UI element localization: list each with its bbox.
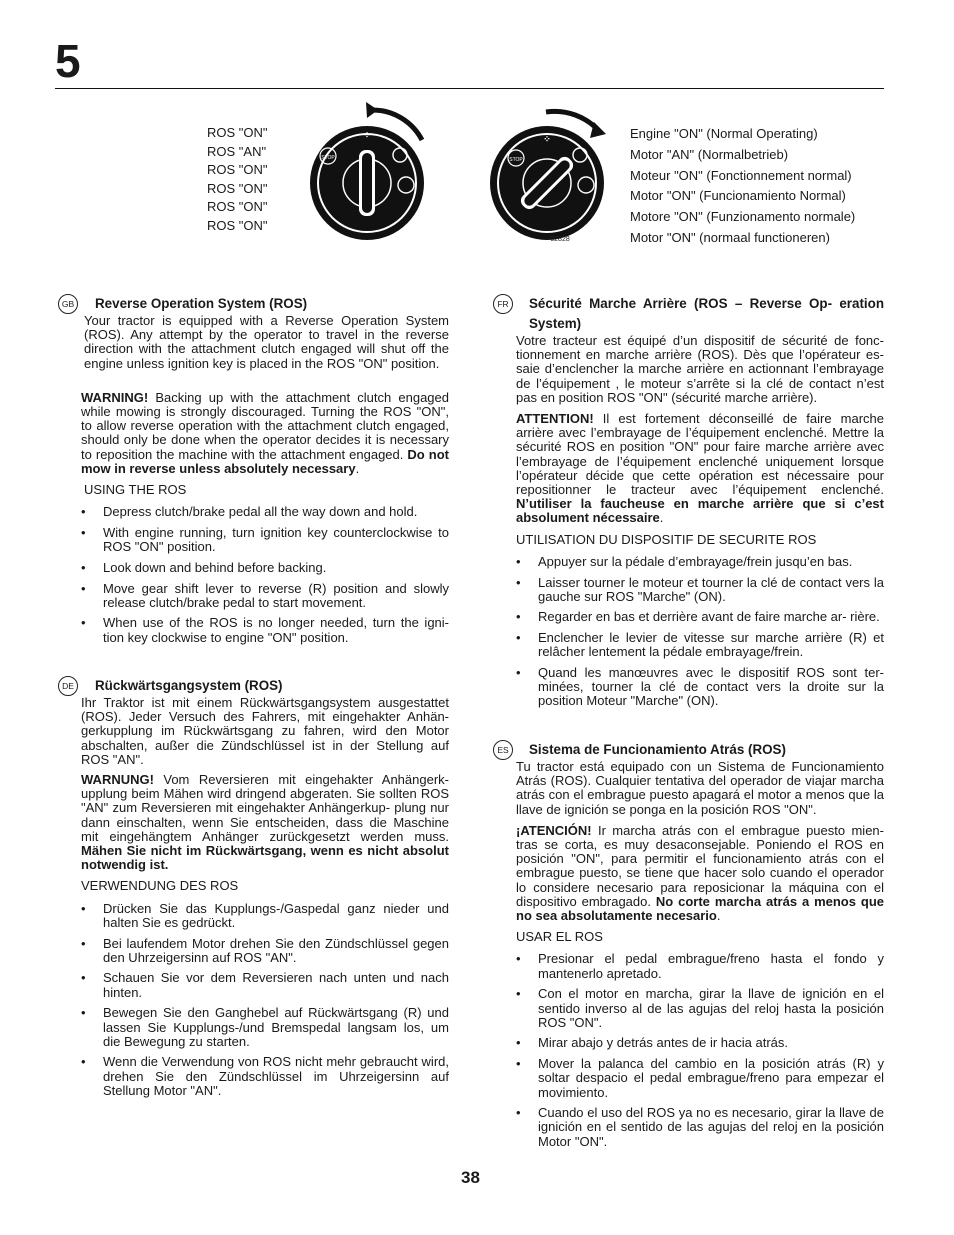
heading-text: Sistema de Funcionamiento Atrás (ROS) — [529, 742, 786, 757]
list-item: • Depress clutch/brake pedal all the way down and hold. — [81, 505, 449, 519]
list-item: • Bewegen Sie den Ganghebel auf Rückwärtsgang (R) und lassen Sie Kupplungs-/und Bremspedal langsam los, um die Bewegung zu starten. — [81, 1006, 449, 1049]
list-item: • Cuando el uso del ROS ya no es necesario, girar la llave de ignición en el sentido de las agujas del reloj en la posición Motor "ON". — [516, 1106, 884, 1149]
list-item: • Drücken Sie das Kupplungs-/Gaspedal ganz nieder und halten Sie es gedrückt. — [81, 902, 449, 930]
ros-label: ROS "ON" — [207, 180, 268, 196]
section-heading — [493, 294, 884, 334]
warning-paragraph: ATTENTION! Il est fortement déconseillé de faire marche arrière avec l’embrayage de l’équipement enclenché. Mettre la sécurité ROS en position "ON" pour faire marche arrière avec l’embrayage de l’équipement enclenché uniquement lorsque l’opérateur décide que cette opération est nécessaire pour repositionner le tracteur avec l’équipement enclenché. N’utiliser la faucheuse en marche arrière que si c’est absolument nécessaire. — [516, 411, 884, 526]
list-item: • Look down and behind before backing. — [81, 561, 449, 575]
warning-paragraph: WARNING! Backing up with the attachment clutch engaged while mowing is strongly discouraged. Turning the ROS "ON", to allow reverse operation with the attachment clutch engaged, should only be done when the operator decides it is necessary to reposition the machine with the attachment engaged. Do not mow in reverse unless absolutely necessary. — [81, 389, 449, 476]
list-item: • Presionar el pedal embrague/freno hasta el fondo y mantenerlo apretado. — [516, 952, 884, 980]
list-item: • Mirar abajo y detrás antes de ir hacia atrás. — [516, 1036, 884, 1050]
engine-label: Motor "ON" (Funcionamiento Normal) — [630, 188, 846, 204]
intro-paragraph: Tu tractor está equipado con un Sistema de Funcionamiento Atrás (ROS). Cualquier tentativa del operador de viajar marcha atrás con el embrague puesto apagará el motor a menos que la llave de ignición se ponga en la posición ROS "ON". — [516, 759, 884, 817]
list-item: • Move gear shift lever to reverse (R) position and slowly release clutch/brake pedal to start movement. — [81, 582, 449, 610]
figure-code: 02828 — [550, 236, 570, 243]
section-heading — [58, 676, 449, 696]
stop-text: STOP — [321, 155, 335, 161]
section-gb — [61, 294, 449, 651]
language-flag-gb: GB — [58, 294, 78, 314]
language-flag-es: ES — [493, 740, 513, 760]
engine-label: Motor "ON" (normaal functioneren) — [630, 229, 830, 245]
heading-text: Sécurité Marche Arrière (ROS – Reverse Op- eration System) — [529, 296, 884, 331]
steps-list — [516, 952, 884, 1148]
section-de — [62, 676, 449, 1105]
language-flag-de: DE — [58, 676, 78, 696]
ros-label: ROS "ON" — [207, 162, 268, 177]
list-item: • Regarder en bas et derrière avant de faire marche ar- rière. — [516, 610, 884, 624]
ros-labels — [207, 124, 268, 235]
svg-text:⁘: ⁘ — [363, 130, 371, 140]
list-item: • Appuyer sur la pédale d’embrayage/frein jusqu’en bas. — [516, 555, 884, 569]
list-item: • Mover la palanca del cambio en la posición atrás (R) y soltar despacio el pedal embrague/freno para empezar el movimiento. — [516, 1057, 884, 1100]
using-label: USAR EL ROS — [516, 929, 603, 945]
engine-labels — [630, 124, 855, 249]
list-item: • When use of the ROS is no longer needed, turn the igni- tion key clockwise to engine "ON" position. — [81, 616, 449, 644]
ros-label: ROS "ON" — [207, 125, 268, 140]
section-es — [497, 740, 884, 1155]
heading-text: Rückwärtsgangsystem (ROS) — [95, 678, 283, 693]
intro-paragraph: Ihr Traktor ist mit einem Rückwärtsgangsystem ausgestattet (ROS). Jeder Versuch des Fahrers, mit eingehakter Anhän- gerkupplung im Rückwärtsgang zu fahren, wird den Motor abschalten, außer die Zündschlüssel ist in der Stellung auf ROS "AN". — [81, 695, 449, 767]
ros-label: ROS "ON" — [207, 217, 268, 233]
ros-label: ROS "ON" — [207, 199, 268, 214]
ros-label: ROS "AN" — [207, 143, 267, 159]
list-item: • Wenn die Verwendung von ROS nicht mehr gebraucht wird, drehen Sie den Zündschlüssel im Uhrzeigersinn auf Stellung Motor "AN". — [81, 1055, 449, 1098]
list-item: • With engine running, turn ignition key counterclockwise to ROS "ON" position. — [81, 526, 449, 554]
using-label: USING THE ROS — [84, 482, 187, 498]
intro-paragraph: Your tractor is equipped with a Reverse Operation System (ROS). Any attempt by the operator to travel in the reverse direction with the attachment clutch engaged will shut off the engine unless ignition key is placed in the ROS "ON" position. — [84, 313, 449, 371]
engine-label: Motore "ON" (Funzionamento normale) — [630, 209, 856, 225]
section-heading — [58, 294, 449, 314]
engine-label: Engine "ON" (Normal Operating) — [630, 126, 818, 141]
list-item: • Bei laufendem Motor drehen Sie den Zündschlüssel gegen den Uhrzeigersinn auf ROS "AN". — [81, 937, 449, 965]
ignition-knob-engine — [480, 98, 620, 248]
chapter-number: 5 — [55, 35, 81, 87]
list-item: • Con el motor en marcha, girar la llave de ignición en el sentido inverso al de las agujas del reloj hasta la posición ROS "ON". — [516, 987, 884, 1030]
list-item: • Enclencher le levier de vitesse sur marche arrière (R) et relâcher lentement la pédale embrayage/frein. — [516, 631, 884, 659]
header-rule — [55, 88, 884, 89]
warning-paragraph: WARNUNG! Vom Reversieren mit eingehakter Anhängerk- upplung beim Mähen wird dringend abgeraten. Sie sollten ROS "AN" zum Reversieren mit eingehakter Anhängerkup- plung nur dann einschalten, wenn Sie entscheiden, dass die Maschine mit eingehängtem Anhänger zurückgesetzt werden muss. Mähen Sie nicht im Rückwärtsgang, wenn es nicht absolut notwendig ist. — [81, 772, 449, 873]
steps-list — [81, 902, 449, 1098]
using-label: VERWENDUNG DES ROS — [81, 878, 239, 894]
heading-text: Reverse Operation System (ROS) — [95, 296, 308, 311]
intro-paragraph: Votre tracteur est équipé d’un dispositif de sécurité de fonc- tionnement en marche arrière (ROS). Dès que l’opérateur es- saie d’enclencher la marche arrière en actionnant l’embrayage de l’équipement , le moteur s’arrête si la clé de contact n’est pas en position ROS "ON" (sécurité marche arrière). — [516, 333, 884, 405]
stop-text: STOP — [509, 157, 523, 163]
using-label: UTILISATION DU DISPOSITIF DE SECURITE ROS — [516, 531, 817, 547]
svg-text:⁘: ⁘ — [543, 134, 551, 144]
warning-paragraph: ¡ATENCIÓN! Ir marcha atrás con el embrague puesto mien- tras se corta, es muy desaconsejable. Poniendo el ROS en posición "ON", para permitir el funcionamiento atrás con el embrague puesto, se tiene que hacer solo cuando el operador lo considere necesario para reposicionar la máquina con el dispositivo embragado. No corte marcha atrás a menos que no sea absolutamente necesario. — [516, 822, 884, 924]
section-heading — [493, 740, 884, 760]
language-flag-fr: FR — [493, 294, 513, 314]
steps-list — [516, 555, 884, 709]
list-item: • Schauen Sie vor dem Reversieren nach unten und nach hinten. — [81, 971, 449, 999]
engine-label: Moteur "ON" (Fonctionnement normal) — [630, 167, 852, 183]
ignition-knob-ros — [300, 98, 440, 248]
engine-label: Motor "AN" (Normalbetrieb) — [630, 146, 789, 162]
list-item: • Quand les manœuvres avec le dispositif ROS sont ter- minées, tourner la clé de contact vers la droite sur la position Moteur "Marche" (ON). — [516, 666, 884, 709]
steps-list — [81, 505, 449, 645]
page-number: 38 — [461, 1168, 480, 1187]
section-fr — [497, 294, 884, 715]
list-item: • Laisser tourner le moteur et tourner la clé de contact vers la gauche sur ROS "Marche" (ON). — [516, 576, 884, 604]
